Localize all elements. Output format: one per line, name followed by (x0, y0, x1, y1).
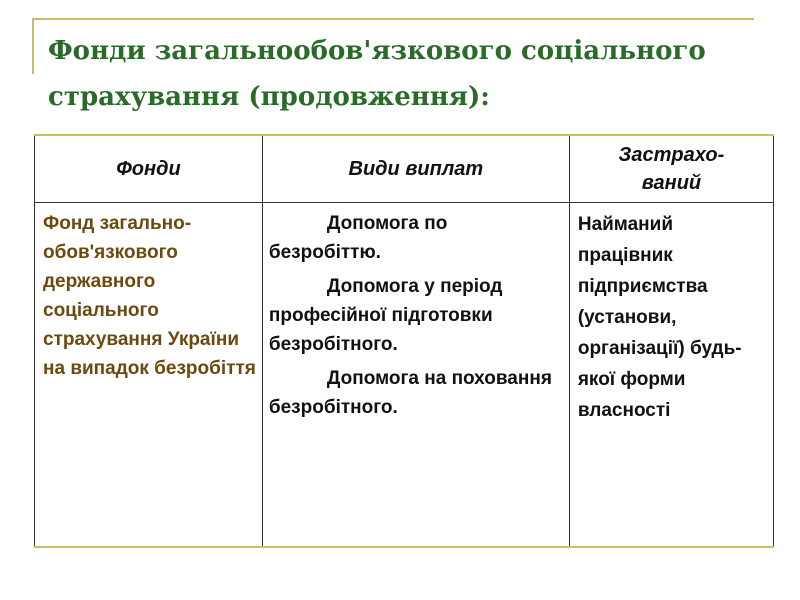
decorative-left-line (32, 18, 34, 74)
header-funds: Фонди (35, 135, 263, 203)
payments-list (263, 203, 569, 422)
cell-payments (262, 203, 569, 548)
payment-item: Допомога по безробіттю. (268, 213, 448, 263)
payment-item: Допомога на поховання безробітного. (268, 368, 552, 418)
insured-description: Найманий працівник підприємства (установи, організації) будь-якої форми власності (577, 214, 742, 421)
fund-name: Фонд загально-обов'язкового державного соціального страхування України на випадок безробіття (43, 213, 256, 379)
header-insured: Застрахо- ваний (569, 135, 773, 203)
header-payment-types: Види виплат (262, 135, 569, 203)
cell-insured (569, 203, 773, 548)
slide-title: Фонди загальнообов'язкового соціального страхування (продовження): (48, 36, 706, 112)
cell-fund (35, 203, 263, 548)
decorative-top-line (32, 18, 754, 20)
table-header-row (35, 135, 774, 203)
table-row (35, 203, 774, 548)
insurance-funds-table (34, 134, 774, 548)
payment-item: Допомога у період професійної підготовки безробітного. (268, 276, 503, 355)
